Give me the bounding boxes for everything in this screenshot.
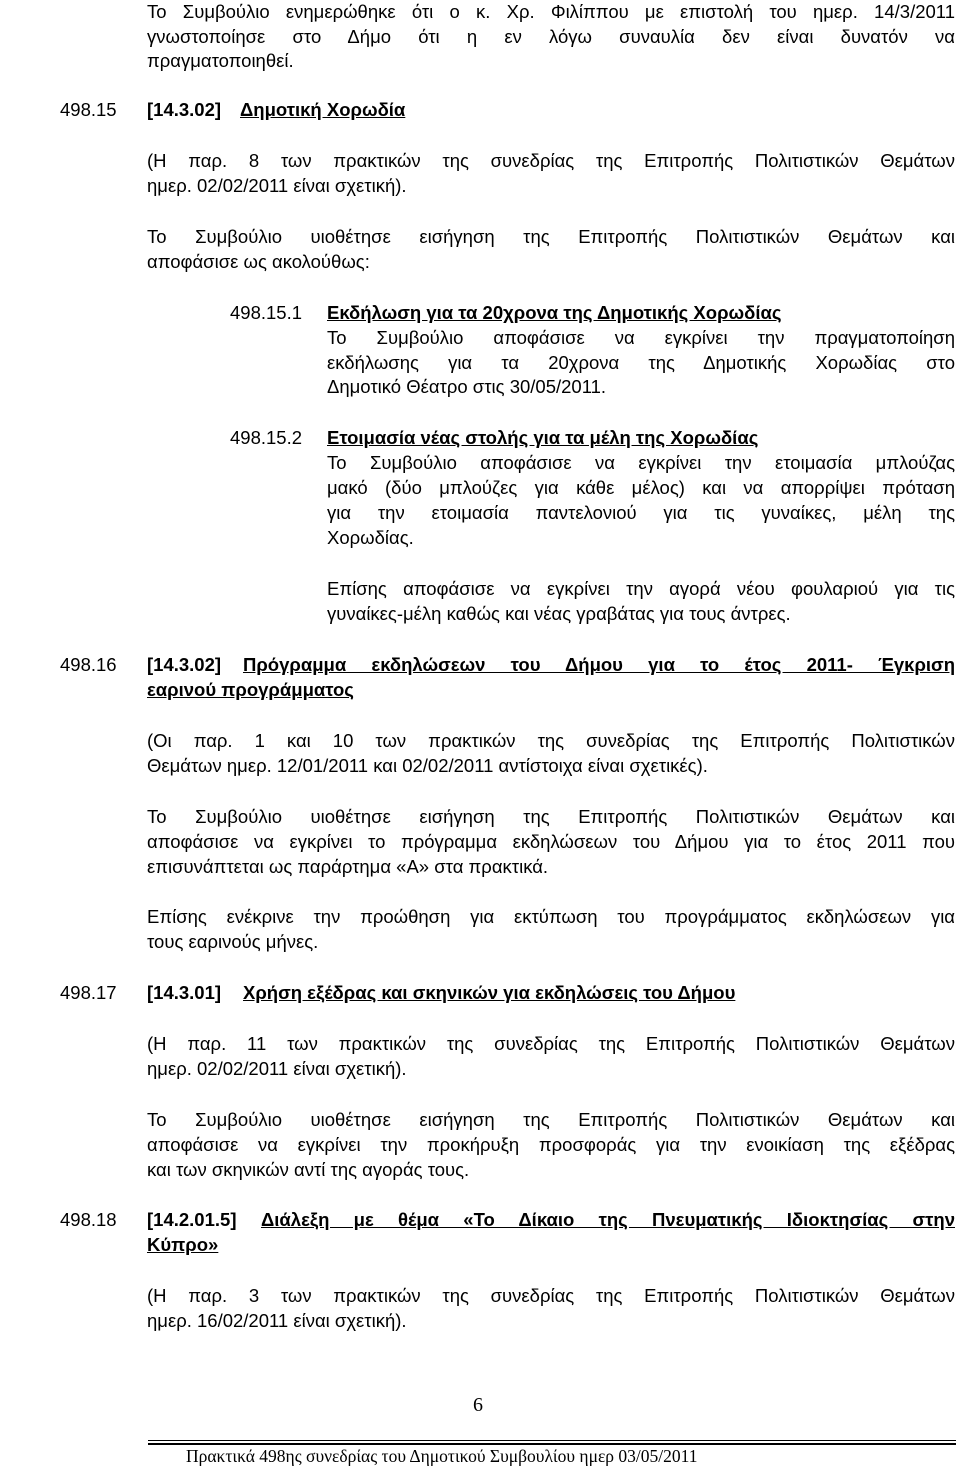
page-number: 6 — [473, 1394, 483, 1416]
item-code: [14.2.01.5] — [147, 1209, 237, 1230]
decision-text: αποφάσισε να εγκρίνει το πρόγραμμα εκδηλώσεων του Δήμου για το έτος 2011 που — [147, 831, 955, 852]
decision-text: Το Συμβούλιο υιοθέτησε εισήγηση της Επιτροπής Πολιτιστικών Θεμάτων και — [147, 226, 955, 247]
subitem-text: Το Συμβούλιο αποφάσισε να εγκρίνει την πραγματοποίηση — [327, 327, 955, 348]
subitem-text: Χορωδίας. — [327, 527, 414, 548]
decision-text: αποφάσισε να εγκρίνει την προκήρυξη προσφοράς για την ενοικίαση της εξέδρας — [147, 1134, 955, 1155]
intro-line: γνωστοποίησε στο Δήμο ότι η εν λόγω συναυλία δεν είναι δυνατόν να — [147, 26, 955, 47]
reference-text: ημερ. 02/02/2011 είναι σχετική). — [147, 175, 407, 196]
decision-text: τους εαρινούς μήνες. — [147, 931, 319, 952]
item-title: εαρινού προγράμματος — [147, 679, 354, 700]
item-code: [14.3.01] — [147, 982, 222, 1003]
item-title: Διάλεξη με θέμα «Το Δίκαιο της Πνευματικής Ιδιοκτησίας στην — [261, 1209, 955, 1230]
decision-text: αποφάσισε ως ακολούθως: — [147, 251, 370, 272]
item-code: [14.3.02] — [147, 99, 222, 120]
footer-caption: Πρακτικά 498ης συνεδρίας του Δημοτικού Συμβουλίου ημερ 03/05/2011 — [186, 1446, 698, 1466]
reference-text: ημερ. 16/02/2011 είναι σχετική). — [147, 1310, 407, 1331]
subitem-text: για την ετοιμασία παντελονιού για τις γυναίκες, μέλη της — [327, 502, 955, 523]
reference-text: (Η παρ. 8 των πρακτικών της συνεδρίας της Επιτροπής Πολιτιστικών Θεμάτων — [147, 150, 955, 171]
reference-text: (Η παρ. 11 των πρακτικών της συνεδρίας της Επιτροπής Πολιτιστικών Θεμάτων — [147, 1033, 955, 1054]
subitem-text: εκδήλωσης για τα 20χρονα της Δημοτικής Χορωδίας στο — [327, 352, 955, 373]
item-title: Χρήση εξέδρας και σκηνικών για εκδηλώσεις του Δήμου — [243, 982, 736, 1003]
item-title: Δημοτική Χορωδία — [240, 99, 406, 120]
decision-text: Το Συμβούλιο υιοθέτησε εισήγηση της Επιτροπής Πολιτιστικών Θεμάτων και — [147, 1109, 955, 1130]
subitem-number: 498.15.1 — [230, 302, 303, 323]
subitem-text: μακό (δύο μπλούζες για κάθε μέλος) και να απορρίψει πρόταση — [327, 477, 955, 498]
item-title: Πρόγραμμα εκδηλώσεων του Δήμου για το έτος 2011- Έγκριση — [243, 654, 955, 675]
item-code: [14.3.02] — [147, 654, 222, 675]
item-number: 498.16 — [60, 654, 117, 675]
item-number: 498.18 — [60, 1209, 117, 1230]
intro-line: Το Συμβούλιο ενημερώθηκε ότι ο κ. Χρ. Φιλίππου με επιστολή του ημερ. 14/3/2011 — [147, 1, 955, 22]
decision-text: και των σκηνικών αντί της αγοράς τους. — [147, 1159, 470, 1180]
subitem-text: γυναίκες-μέλη καθώς και νέας γραβάτας για τους άντρες. — [327, 603, 791, 624]
reference-text: ημερ. 02/02/2011 είναι σχετική). — [147, 1058, 407, 1079]
decision-text: Επίσης ενέκρινε την προώθηση για εκτύπωση του προγράμματος εκδηλώσεων για — [147, 906, 955, 927]
subitem-title: Ετοιμασία νέας στολής για τα μέλη της Χορωδίας — [327, 427, 759, 448]
item-number: 498.17 — [60, 982, 117, 1003]
subitem-number: 498.15.2 — [230, 427, 303, 448]
item-number: 498.15 — [60, 99, 117, 120]
decision-text: Το Συμβούλιο υιοθέτησε εισήγηση της Επιτροπής Πολιτιστικών Θεμάτων και — [147, 806, 955, 827]
reference-text: (Οι παρ. 1 και 10 των πρακτικών της συνεδρίας της Επιτροπής Πολιτιστικών — [147, 730, 955, 751]
item-title: Κύπρο» — [147, 1234, 219, 1255]
reference-text: (Η παρ. 3 των πρακτικών της συνεδρίας της Επιτροπής Πολιτιστικών Θεμάτων — [147, 1285, 955, 1306]
subitem-text: Δημοτικό Θέατρο στις 30/05/2011. — [327, 376, 607, 397]
footer-rule — [148, 1440, 956, 1441]
subitem-text: Το Συμβούλιο αποφάσισε να εγκρίνει την ετοιμασία μπλούζας — [327, 452, 955, 473]
intro-line: πραγματοποιηθεί. — [147, 50, 294, 71]
subitem-text: Επίσης αποφάσισε να εγκρίνει την αγορά νέου φουλαριού για τις — [327, 578, 955, 599]
subitem-title: Εκδήλωση για τα 20χρονα της Δημοτικής Χορωδίας — [327, 302, 782, 323]
reference-text: Θεμάτων ημερ. 12/01/2011 και 02/02/2011 αντίστοιχα είναι σχετικές). — [147, 755, 708, 776]
decision-text: επισυνάπτεται ως παράρτημα «Α» στα πρακτικά. — [147, 856, 549, 877]
